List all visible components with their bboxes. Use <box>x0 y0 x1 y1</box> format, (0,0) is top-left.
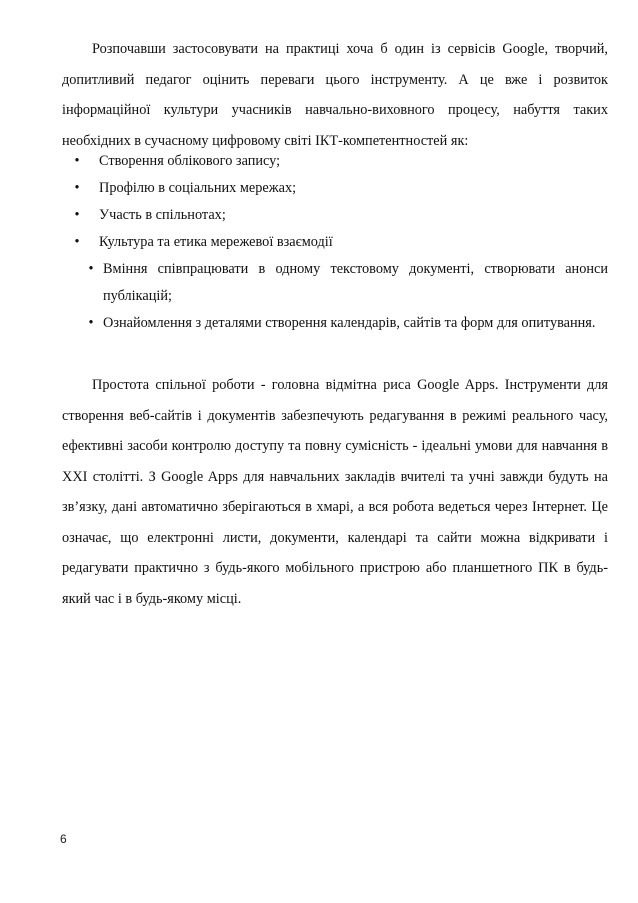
bullet-icon: • <box>74 180 80 196</box>
competency-list <box>62 148 608 337</box>
list-item-text: Культура та етика мережевої взаємодії <box>99 234 333 250</box>
list-item <box>62 202 608 229</box>
page-number: 6 <box>60 832 67 846</box>
list-item-text: Вміння співпрацювати в одному текстовому документі, створювати анонси публікацій; <box>103 261 608 304</box>
list-item <box>62 310 608 337</box>
list-item <box>62 175 608 202</box>
bullet-icon: • <box>88 261 94 277</box>
list-item <box>62 229 608 256</box>
bullet-icon: • <box>74 153 80 169</box>
intro-paragraph: Розпочавши застосовувати на практиці хоча б один із сервісів Google, творчий, допитливий педагог оцінить переваги цього інструменту. А це вже і розвиток інформаційної культури учасників навчально-виховного процесу, набуття таких необхідних в сучасному цифровому світі ІКТ-компетентностей як: <box>62 41 608 149</box>
list-item-text: Профілю в соціальних мережах; <box>99 180 297 196</box>
list-item <box>62 256 608 310</box>
list-item-text: Створення облікового запису; <box>99 153 281 169</box>
list-item-text: Участь в спільнотах; <box>99 207 226 223</box>
google-apps-paragraph: Простота спільної роботи - головна відмітна риса Google Apps. Інструменти для створення веб-сайтів і документів забезпечують редагування в режимі реального часу, ефективні засоби контролю доступу та повну сумісність - ідеальні умови для навчання в XXI столітті. З Google Apps для навчальних закладів вчителі та учні завжди будуть на зв’язку, дані автоматично зберігаються в хмарі, а вся робота ведеться через Інтернет. Це означає, що електронні листи, документи, календарі та сайти можна відкривати і редагувати практично з будь-якого мобільного пристрою або планшетного ПК в будь-який час і в будь-якому місці. <box>62 377 608 607</box>
list-item <box>62 148 608 175</box>
bullet-icon: • <box>88 315 94 331</box>
bullet-icon: • <box>74 234 80 250</box>
list-item-text: Ознайомлення з деталями створення календарів, сайтів та форм для опитування. <box>103 315 596 331</box>
bullet-icon: • <box>74 207 80 223</box>
